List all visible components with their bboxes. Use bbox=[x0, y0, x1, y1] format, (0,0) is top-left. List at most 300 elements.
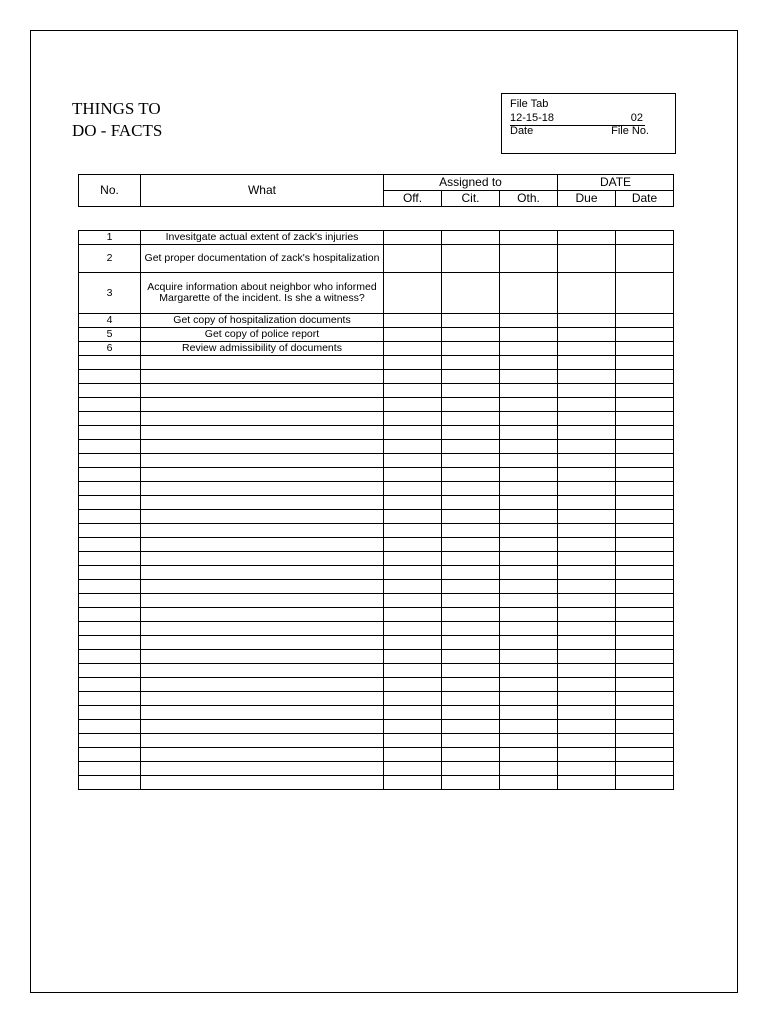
table-cell bbox=[616, 678, 674, 692]
row-what: Acquire information about neighbor who informed Margarette of the incident. Is she a witness? bbox=[141, 273, 384, 314]
table-cell bbox=[141, 692, 384, 706]
table-cell bbox=[616, 482, 674, 496]
header-assigned-to: Assigned to bbox=[384, 175, 558, 191]
header-off: Off. bbox=[384, 191, 442, 207]
header-date: DATE bbox=[558, 175, 674, 191]
table-cell bbox=[442, 314, 500, 328]
table-cell bbox=[500, 454, 558, 468]
title-line-2: DO - FACTS bbox=[72, 121, 163, 140]
table-cell bbox=[500, 342, 558, 356]
table-cell bbox=[500, 231, 558, 245]
table-row bbox=[79, 664, 674, 678]
table-row bbox=[79, 692, 674, 706]
table-cell bbox=[616, 440, 674, 454]
table-cell bbox=[384, 706, 442, 720]
table-cell bbox=[616, 496, 674, 510]
table-cell bbox=[558, 608, 616, 622]
table-cell bbox=[558, 426, 616, 440]
table-row bbox=[79, 482, 674, 496]
file-tab-date-value: 12-15-18 bbox=[510, 112, 555, 124]
table-cell bbox=[384, 566, 442, 580]
table-row bbox=[79, 426, 674, 440]
table-cell bbox=[384, 314, 442, 328]
table-cell bbox=[558, 314, 616, 328]
table-cell bbox=[79, 482, 141, 496]
table-cell bbox=[558, 384, 616, 398]
table-cell bbox=[384, 776, 442, 790]
table-row bbox=[79, 580, 674, 594]
table-row bbox=[79, 356, 674, 370]
table-cell bbox=[442, 636, 500, 650]
table-row bbox=[79, 706, 674, 720]
table-cell bbox=[500, 273, 558, 314]
table-cell bbox=[384, 245, 442, 273]
table-cell bbox=[384, 762, 442, 776]
table-cell bbox=[141, 748, 384, 762]
table-row bbox=[79, 245, 674, 273]
table-cell bbox=[558, 468, 616, 482]
table-cell bbox=[500, 482, 558, 496]
table-cell bbox=[141, 496, 384, 510]
table-cell bbox=[442, 776, 500, 790]
table-cell bbox=[558, 482, 616, 496]
table-cell bbox=[141, 776, 384, 790]
table-cell bbox=[442, 762, 500, 776]
table-cell bbox=[384, 356, 442, 370]
table-cell bbox=[500, 370, 558, 384]
table-cell bbox=[442, 720, 500, 734]
table-cell bbox=[558, 342, 616, 356]
table-cell bbox=[141, 706, 384, 720]
table-cell bbox=[616, 510, 674, 524]
table-cell bbox=[500, 314, 558, 328]
table-cell bbox=[141, 580, 384, 594]
header-no: No. bbox=[79, 175, 141, 207]
table-cell bbox=[500, 580, 558, 594]
row-what: Get copy of police report bbox=[141, 328, 384, 342]
table-cell bbox=[442, 706, 500, 720]
table-cell bbox=[558, 440, 616, 454]
table-cell bbox=[79, 734, 141, 748]
table-cell bbox=[79, 692, 141, 706]
table-cell bbox=[141, 454, 384, 468]
table-cell bbox=[442, 552, 500, 566]
table-cell bbox=[442, 608, 500, 622]
table-cell bbox=[616, 734, 674, 748]
table-cell bbox=[79, 468, 141, 482]
table-cell bbox=[442, 510, 500, 524]
table-cell bbox=[558, 762, 616, 776]
table-row bbox=[79, 608, 674, 622]
table-cell bbox=[442, 356, 500, 370]
title-line-1: THINGS TO bbox=[72, 99, 161, 118]
table-row bbox=[79, 734, 674, 748]
table-row bbox=[79, 496, 674, 510]
table-cell bbox=[79, 664, 141, 678]
table-cell bbox=[384, 342, 442, 356]
table-cell bbox=[79, 412, 141, 426]
table-cell bbox=[616, 706, 674, 720]
table-row bbox=[79, 273, 674, 314]
table-cell bbox=[558, 734, 616, 748]
table-cell bbox=[616, 524, 674, 538]
table-row bbox=[79, 776, 674, 790]
table-cell bbox=[616, 608, 674, 622]
table-cell bbox=[500, 356, 558, 370]
table-cell bbox=[500, 552, 558, 566]
table-cell bbox=[384, 231, 442, 245]
table-row bbox=[79, 398, 674, 412]
table-cell bbox=[616, 426, 674, 440]
table-cell bbox=[558, 664, 616, 678]
table-cell bbox=[558, 622, 616, 636]
table-cell bbox=[141, 664, 384, 678]
table-cell bbox=[558, 454, 616, 468]
table-cell bbox=[384, 370, 442, 384]
row-no: 3 bbox=[79, 273, 141, 314]
table-cell bbox=[79, 762, 141, 776]
header-table bbox=[78, 174, 674, 207]
table-cell bbox=[500, 706, 558, 720]
table-cell bbox=[500, 594, 558, 608]
table-cell bbox=[79, 398, 141, 412]
table-cell bbox=[616, 748, 674, 762]
table-row bbox=[79, 748, 674, 762]
table-cell bbox=[384, 538, 442, 552]
table-cell bbox=[558, 552, 616, 566]
table-cell bbox=[500, 468, 558, 482]
table-cell bbox=[558, 776, 616, 790]
table-cell bbox=[141, 524, 384, 538]
table-cell bbox=[384, 622, 442, 636]
table-cell bbox=[384, 496, 442, 510]
table-row bbox=[79, 720, 674, 734]
table-cell bbox=[558, 524, 616, 538]
row-no: 1 bbox=[79, 231, 141, 245]
row-what: Invesitgate actual extent of zack's injuries bbox=[141, 231, 384, 245]
table-cell bbox=[384, 482, 442, 496]
table-cell bbox=[616, 566, 674, 580]
table-row bbox=[79, 636, 674, 650]
table-cell bbox=[442, 231, 500, 245]
table-cell bbox=[384, 608, 442, 622]
table-cell bbox=[616, 342, 674, 356]
table-cell bbox=[384, 454, 442, 468]
table-cell bbox=[141, 762, 384, 776]
table-cell bbox=[141, 398, 384, 412]
table-cell bbox=[558, 496, 616, 510]
row-what: Get copy of hospitalization documents bbox=[141, 314, 384, 328]
table-row bbox=[79, 440, 674, 454]
table-cell bbox=[442, 384, 500, 398]
table-cell bbox=[79, 594, 141, 608]
table-cell bbox=[79, 496, 141, 510]
table-cell bbox=[384, 664, 442, 678]
header-due: Due bbox=[558, 191, 616, 207]
table-cell bbox=[79, 454, 141, 468]
table-cell bbox=[384, 720, 442, 734]
table-cell bbox=[500, 566, 558, 580]
table-cell bbox=[141, 468, 384, 482]
table-cell bbox=[558, 328, 616, 342]
table-cell bbox=[500, 245, 558, 273]
table-row bbox=[79, 622, 674, 636]
header-what: What bbox=[141, 175, 384, 207]
table-row bbox=[79, 594, 674, 608]
table-cell bbox=[141, 552, 384, 566]
table-cell bbox=[558, 231, 616, 245]
page-title bbox=[72, 98, 162, 142]
table-cell bbox=[442, 734, 500, 748]
table-cell bbox=[141, 412, 384, 426]
table-cell bbox=[442, 748, 500, 762]
table-cell bbox=[500, 412, 558, 426]
table-row bbox=[79, 370, 674, 384]
table-cell bbox=[616, 622, 674, 636]
table-cell bbox=[141, 370, 384, 384]
table-cell bbox=[616, 594, 674, 608]
table-cell bbox=[442, 524, 500, 538]
table-row bbox=[79, 412, 674, 426]
file-tab-file-no-caption: File No. bbox=[611, 125, 649, 137]
table-cell bbox=[558, 273, 616, 314]
table-cell bbox=[558, 412, 616, 426]
table-cell bbox=[500, 664, 558, 678]
table-cell bbox=[616, 538, 674, 552]
table-cell bbox=[616, 328, 674, 342]
table-cell bbox=[442, 468, 500, 482]
row-no: 2 bbox=[79, 245, 141, 273]
table-cell bbox=[558, 748, 616, 762]
table-cell bbox=[616, 454, 674, 468]
table-cell bbox=[616, 384, 674, 398]
table-row bbox=[79, 510, 674, 524]
table-cell bbox=[79, 384, 141, 398]
table-cell bbox=[500, 440, 558, 454]
table-cell bbox=[79, 622, 141, 636]
table-cell bbox=[384, 328, 442, 342]
table-cell bbox=[558, 580, 616, 594]
file-tab-label: File Tab bbox=[510, 98, 549, 110]
table-cell bbox=[442, 664, 500, 678]
table-cell bbox=[500, 328, 558, 342]
table-cell bbox=[616, 398, 674, 412]
table-cell bbox=[141, 622, 384, 636]
table-cell bbox=[442, 496, 500, 510]
table-cell bbox=[616, 468, 674, 482]
table-cell bbox=[558, 692, 616, 706]
table-cell bbox=[79, 580, 141, 594]
table-cell bbox=[558, 594, 616, 608]
table-cell bbox=[558, 678, 616, 692]
table-cell bbox=[141, 566, 384, 580]
table-cell bbox=[442, 580, 500, 594]
table-cell bbox=[500, 636, 558, 650]
table-cell bbox=[616, 552, 674, 566]
table-cell bbox=[384, 426, 442, 440]
table-cell bbox=[384, 594, 442, 608]
table-cell bbox=[384, 636, 442, 650]
table-cell bbox=[141, 608, 384, 622]
table-cell bbox=[442, 412, 500, 426]
table-cell bbox=[79, 776, 141, 790]
table-cell bbox=[558, 650, 616, 664]
table-cell bbox=[384, 678, 442, 692]
table-cell bbox=[616, 273, 674, 314]
table-cell bbox=[616, 231, 674, 245]
table-cell bbox=[500, 734, 558, 748]
table-cell bbox=[442, 650, 500, 664]
table-cell bbox=[384, 524, 442, 538]
row-no: 5 bbox=[79, 328, 141, 342]
table-cell bbox=[79, 720, 141, 734]
table-cell bbox=[141, 734, 384, 748]
table-cell bbox=[79, 748, 141, 762]
table-cell bbox=[616, 650, 674, 664]
table-cell bbox=[141, 594, 384, 608]
table-cell bbox=[442, 342, 500, 356]
table-cell bbox=[616, 692, 674, 706]
table-cell bbox=[616, 636, 674, 650]
table-cell bbox=[616, 720, 674, 734]
table-cell bbox=[616, 370, 674, 384]
table-cell bbox=[616, 580, 674, 594]
table-cell bbox=[442, 594, 500, 608]
table-cell bbox=[384, 748, 442, 762]
table-cell bbox=[442, 566, 500, 580]
table-cell bbox=[141, 650, 384, 664]
table-cell bbox=[442, 678, 500, 692]
table-cell bbox=[616, 314, 674, 328]
table-cell bbox=[141, 510, 384, 524]
table-cell bbox=[616, 776, 674, 790]
table-cell bbox=[79, 370, 141, 384]
table-cell bbox=[442, 692, 500, 706]
table-cell bbox=[442, 538, 500, 552]
table-cell bbox=[79, 356, 141, 370]
row-no: 4 bbox=[79, 314, 141, 328]
table-cell bbox=[500, 538, 558, 552]
table-row bbox=[79, 454, 674, 468]
table-cell bbox=[558, 538, 616, 552]
table-cell bbox=[79, 608, 141, 622]
table-cell bbox=[384, 398, 442, 412]
table-cell bbox=[384, 440, 442, 454]
table-cell bbox=[500, 692, 558, 706]
table-cell bbox=[141, 482, 384, 496]
table-cell bbox=[558, 398, 616, 412]
table-cell bbox=[558, 370, 616, 384]
table-row bbox=[79, 524, 674, 538]
table-row bbox=[79, 314, 674, 328]
table-row bbox=[79, 538, 674, 552]
table-cell bbox=[500, 426, 558, 440]
table-cell bbox=[141, 720, 384, 734]
table-cell bbox=[384, 650, 442, 664]
table-cell bbox=[79, 524, 141, 538]
table-cell bbox=[79, 650, 141, 664]
table-cell bbox=[442, 245, 500, 273]
table-cell bbox=[141, 538, 384, 552]
table-cell bbox=[384, 692, 442, 706]
table-row bbox=[79, 678, 674, 692]
table-cell bbox=[384, 412, 442, 426]
table-cell bbox=[558, 510, 616, 524]
table-cell bbox=[616, 762, 674, 776]
table-cell bbox=[500, 510, 558, 524]
table-cell bbox=[79, 426, 141, 440]
table-cell bbox=[558, 566, 616, 580]
table-cell bbox=[384, 468, 442, 482]
table-cell bbox=[141, 356, 384, 370]
table-cell bbox=[500, 496, 558, 510]
table-row bbox=[79, 468, 674, 482]
table-cell bbox=[141, 426, 384, 440]
table-cell bbox=[558, 720, 616, 734]
file-tab-date-caption: Date bbox=[510, 125, 534, 137]
table-cell bbox=[442, 482, 500, 496]
table-row bbox=[79, 328, 674, 342]
table-cell bbox=[79, 552, 141, 566]
table-cell bbox=[500, 678, 558, 692]
table-cell bbox=[442, 273, 500, 314]
table-cell bbox=[500, 762, 558, 776]
row-no: 6 bbox=[79, 342, 141, 356]
table-cell bbox=[79, 510, 141, 524]
table-cell bbox=[500, 384, 558, 398]
table-cell bbox=[616, 664, 674, 678]
table-cell bbox=[442, 370, 500, 384]
table-cell bbox=[384, 734, 442, 748]
table-cell bbox=[442, 454, 500, 468]
table-cell bbox=[442, 328, 500, 342]
table-cell bbox=[79, 440, 141, 454]
table-row bbox=[79, 342, 674, 356]
table-cell bbox=[500, 622, 558, 636]
table-row bbox=[79, 231, 674, 245]
table-cell bbox=[79, 538, 141, 552]
table-cell bbox=[79, 678, 141, 692]
table-row bbox=[79, 552, 674, 566]
table-cell bbox=[500, 748, 558, 762]
table-row bbox=[79, 384, 674, 398]
table-cell bbox=[141, 678, 384, 692]
header-oth: Oth. bbox=[500, 191, 558, 207]
table-cell bbox=[616, 412, 674, 426]
table-cell bbox=[141, 636, 384, 650]
table-cell bbox=[384, 384, 442, 398]
header-date-sub: Date bbox=[616, 191, 674, 207]
table-cell bbox=[442, 426, 500, 440]
table-cell bbox=[384, 552, 442, 566]
file-tab-file-no-value: 02 bbox=[630, 112, 643, 124]
table-cell bbox=[616, 356, 674, 370]
table-cell bbox=[500, 650, 558, 664]
table-cell bbox=[558, 356, 616, 370]
table-cell bbox=[442, 622, 500, 636]
table-cell bbox=[500, 398, 558, 412]
header-cit: Cit. bbox=[442, 191, 500, 207]
tasks-table bbox=[78, 230, 674, 790]
table-cell bbox=[500, 720, 558, 734]
table-cell bbox=[500, 608, 558, 622]
table-cell bbox=[616, 245, 674, 273]
table-cell bbox=[500, 524, 558, 538]
row-what: Review admissibility of documents bbox=[141, 342, 384, 356]
table-cell bbox=[79, 706, 141, 720]
table-cell bbox=[384, 273, 442, 314]
table-cell bbox=[384, 580, 442, 594]
